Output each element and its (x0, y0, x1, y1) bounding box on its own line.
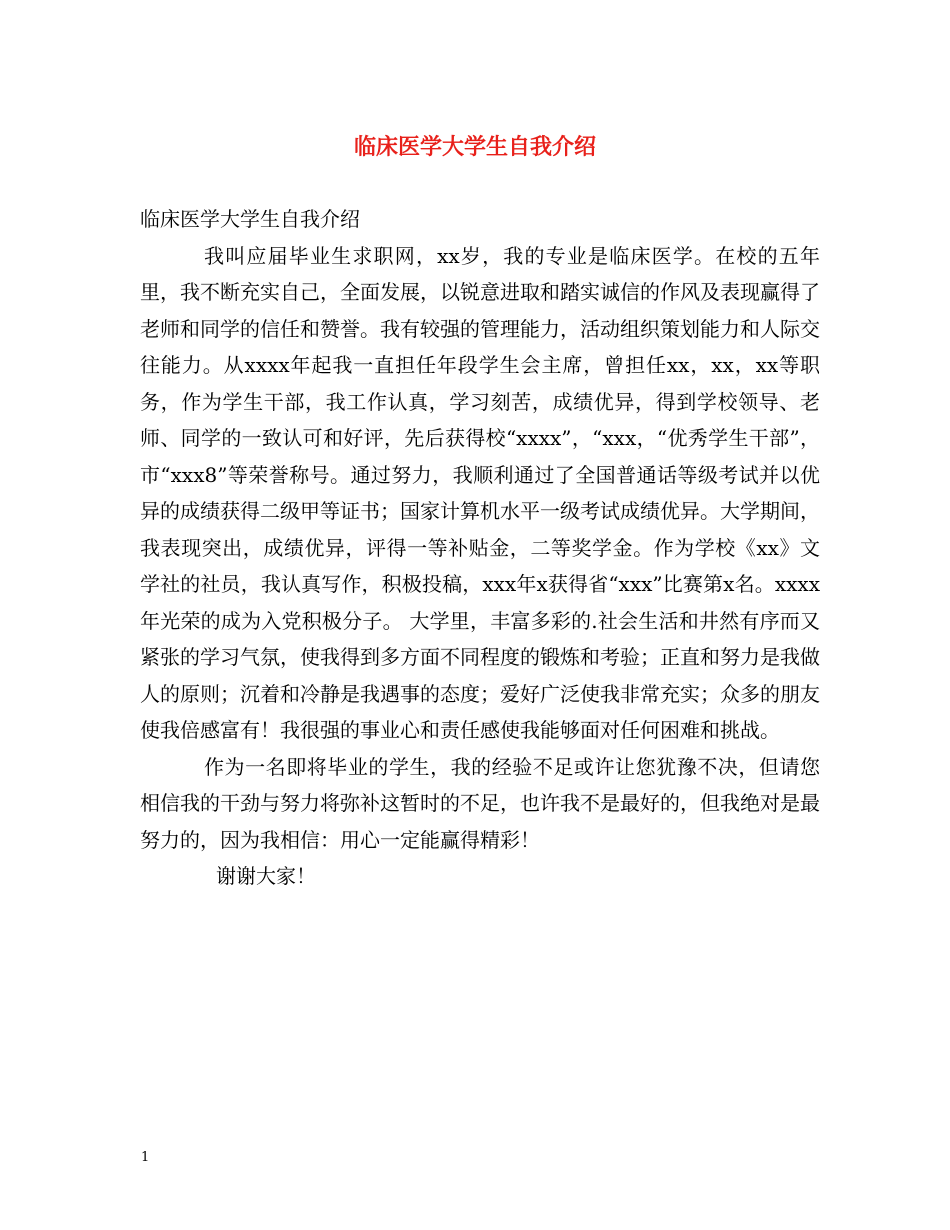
subheading: 临床医学大学生自我介绍 (140, 207, 360, 231)
document-body (140, 201, 820, 895)
document-title: 临床医学大学生自我介绍 (353, 134, 596, 160)
closing-thanks: 谢谢大家！ (216, 864, 316, 888)
page-number: 1 (141, 1150, 150, 1165)
paragraph-intro: 我叫应届毕业生求职网，xx岁，我的专业是临床医学。在校的五年里，我不断充实自己，全面发展，以锐意进取和踏实诚信的作风及表现赢得了老师和同学的信任和赞誉。我有较强的管理能力，活动组织策划能力和人际交往能力。从xxxx年起我一直担任年段学生会主席，曾担任xx，xx，xx等职务，作为学生干部，我工作认真，学习刻苦，成绩优异，得到学校领导、老师、同学的一致认可和好评，先后获得校“xxxx”，“xxx，“优秀学生干部”，市“xxx8”等荣誉称号。通过努力，我顺利通过了全国普通话等级考试并以优异的成绩获得二级甲等证书；国家计算机水平一级考试成绩优异。大学期间，我表现突出，成绩优异，评得一等补贴金，二等奖学金。作为学校《xx》文学社的社员，我认真写作，积极投稿，xxx年x获得省“xxx”比赛第x名。xxxx年光荣的成为入党积极分子。 大学里，丰富多彩的.社会生活和井然有序而又紧张的学习气氛，使我得到多方面不同程度的锻炼和考验；正直和努力是我做人的原则；沉着和冷静是我遇事的态度；爱好广泛使我非常充实；众多的朋友使我倍感富有！我很强的事业心和责任感使我能够面对任何困难和挑战。 (140, 243, 820, 742)
paragraph-conclusion: 作为一名即将毕业的学生，我的经验不足或许让您犹豫不决，但请您相信我的干劲与努力将弥补这暂时的不足，也许我不是最好的，但我绝对是最努力的，因为我相信：用心一定能赢得精彩！ (140, 754, 820, 852)
